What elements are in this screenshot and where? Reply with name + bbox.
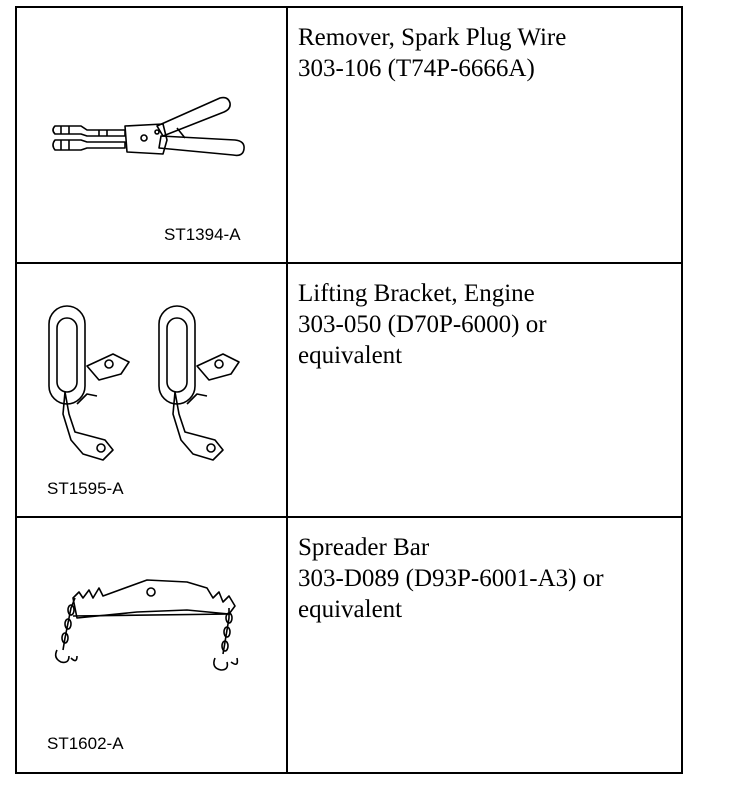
tool-image-code: ST1394-A [164,225,241,244]
tool-name: Lifting Bracket, Engine [298,280,535,307]
tool-number-suffix: equivalent [298,342,403,369]
tool-number-suffix: equivalent [298,596,403,623]
table-row [16,7,682,263]
tool-number: 303-D089 (D93P-6001-A3) or [298,565,604,592]
tool-number: 303-050 (D70P-6000) or [298,311,547,338]
tool-description-cell [287,263,682,517]
tool-image-code: ST1595-A [47,479,124,498]
tool-name: Remover, Spark Plug Wire [298,24,567,51]
tool-image-cell [16,517,287,773]
tool-number: 303-106 (T74P-6666A) [298,55,535,82]
tool-image-cell [16,263,287,517]
special-tools-table [15,6,683,774]
tool-image-code: ST1602-A [47,734,124,753]
spark-plug-wire-remover-icon [17,8,286,262]
tool-description-cell [287,7,682,263]
tool-description-cell [287,517,682,773]
table-row [16,263,682,517]
tool-image-cell [16,7,287,263]
table-row [16,517,682,773]
tool-name: Spreader Bar [298,534,430,561]
